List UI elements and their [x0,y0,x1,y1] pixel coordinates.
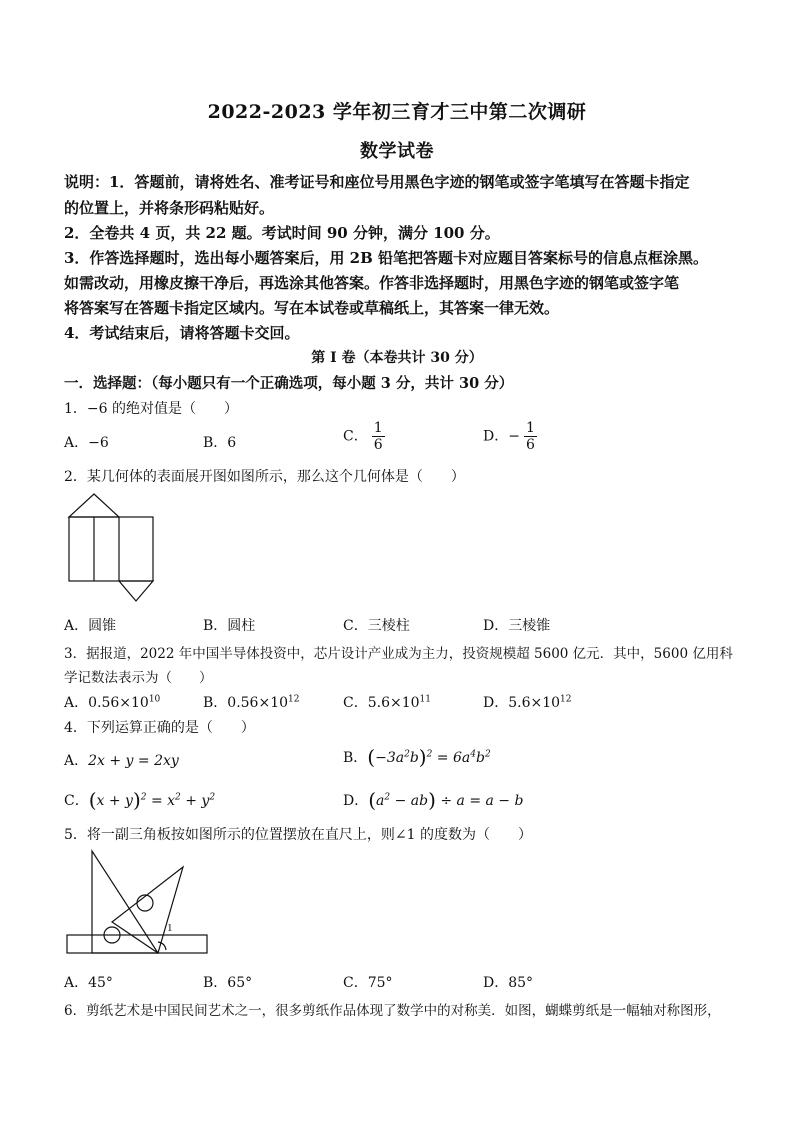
q4-option-c [64,788,215,812]
numerator: 1 [373,420,383,436]
instruction-line: 4．考试结束后，请将答题卡交回。 [64,324,300,342]
question-4-stem: 4．下列运算正确的是（ ） [64,720,255,736]
question-2-stem: 2．某几何体的表面展开图如图所示，那么这个几何体是（ ） [64,469,465,485]
triangle-hole [137,895,153,911]
q1-option-d-label: D．− [483,428,520,445]
prism-net-figure [60,490,170,605]
q1-option-c-label: C． [343,428,368,445]
q2-option-d: D．三棱锥 [483,618,551,634]
math-expression: $(a^2 - ab) \div a = a - b$ [368,788,524,812]
instruction-line: 3．作答选择题时，选出每小题答案后，用 2B 铅笔把答题卡对应题目答案标号的信息点框涂黑。 [64,249,709,267]
right-triangle-30-60 [92,851,158,953]
math-expression: $(x + y)^2 = x^2 + y^2$ [88,788,216,812]
fraction [372,420,385,453]
option-label: A． [64,753,89,769]
denominator: 6 [373,437,383,453]
q5-option-d: D．85° [483,975,534,991]
q3-option-c [343,692,431,712]
q3-option-b [203,692,299,712]
q2-option-a: A．圆锥 [64,618,117,634]
math-expression: $(-3a^2b)^2 = 6a^4b^2$ [367,745,491,769]
question-6-stem: 6．剪纸艺术是中国民间艺术之一，很多剪纸作品体现了数学中的对称美．如图，蝴蝶剪纸是一幅轴对称图形， [64,1003,721,1019]
triangle-ruler-figure [62,846,212,961]
q5-option-b: B．65° [203,975,253,991]
exam-title: 2022-2023 学年初三育才三中第二次调研 [207,101,587,123]
exponent: 12 [560,694,572,705]
q1-option-d [483,420,537,453]
option-label: D． [343,793,369,809]
exam-subtitle: 数学试卷 [360,141,434,162]
bottom-triangle [119,581,153,601]
q5-option-c: C．75° [343,975,393,991]
exponent: 10 [148,694,161,705]
question-1-stem: 1．−6 的绝对值是（ ） [64,401,238,417]
section-heading: 一．选择题：（每小题只有一个正确选项，每小题 3 分，共计 30 分） [64,375,514,392]
exponent: 12 [288,694,300,705]
numerator: 1 [525,420,535,436]
instruction-line: 如需改动，用橡皮擦干净后，再选涂其他答案。作答非选择题时，用黑色字迹的钢笔或签字笔 [64,274,680,292]
question-3-stem: 3．据报道，2022 年中国半导体投资中，芯片设计产业成为主力，投资规模超 5600 亿元．其中，5600 亿用科 [64,646,733,662]
option-label: B． [343,750,368,766]
math-expression: 2x + y = 2xy [88,753,179,769]
q3-option-a [64,692,160,712]
fraction [524,420,537,453]
q4-option-d [343,788,523,812]
instruction-line: 2．全卷共 4 页，共 22 题。考试时间 90 分钟，满分 100 分。 [64,224,500,242]
instruction-line: 将答案写在答题卡指定区域内。写在本试卷或草稿纸上，其答案一律无效。 [64,299,560,317]
question-3-stem-cont: 学记数法表示为（ ） [64,670,213,686]
question-5-stem: 5．将一副三角板按如图所示的位置摆放在直尺上，则∠1 的度数为（ ） [64,827,532,843]
q1-option-c [343,420,385,453]
q1-option-b: B．6 [203,435,237,451]
q2-option-c: C．三棱柱 [343,618,410,634]
denominator: 6 [525,437,535,453]
top-triangle [69,494,119,517]
option-label: C． [64,793,89,809]
q5-option-a: A．45° [64,975,113,991]
exponent: 11 [419,694,431,705]
option-text: A．0.56×10 [64,695,149,711]
ruler [67,935,207,953]
net-rectangle [69,517,153,581]
part-heading: 第 I 卷（本卷共计 30 分） [311,350,483,366]
q3-option-d [483,692,572,712]
instruction-line: 说明：1．答题前，请将姓名、准考证号和座位号用黑色字迹的钢笔或签字笔填写在答题卡指定 [64,173,690,191]
q4-option-a [64,750,179,770]
instruction-line: 的位置上，并将条形码粘贴好。 [64,199,275,217]
option-text: B．0.56×10 [203,695,289,711]
q1-option-a: A．−6 [64,435,109,451]
option-text: C．5.6×10 [343,695,420,711]
q4-option-b [343,745,491,769]
q2-option-b: B．圆柱 [203,618,256,634]
option-text: D．5.6×10 [483,695,561,711]
angle-label: 1 [167,922,173,934]
